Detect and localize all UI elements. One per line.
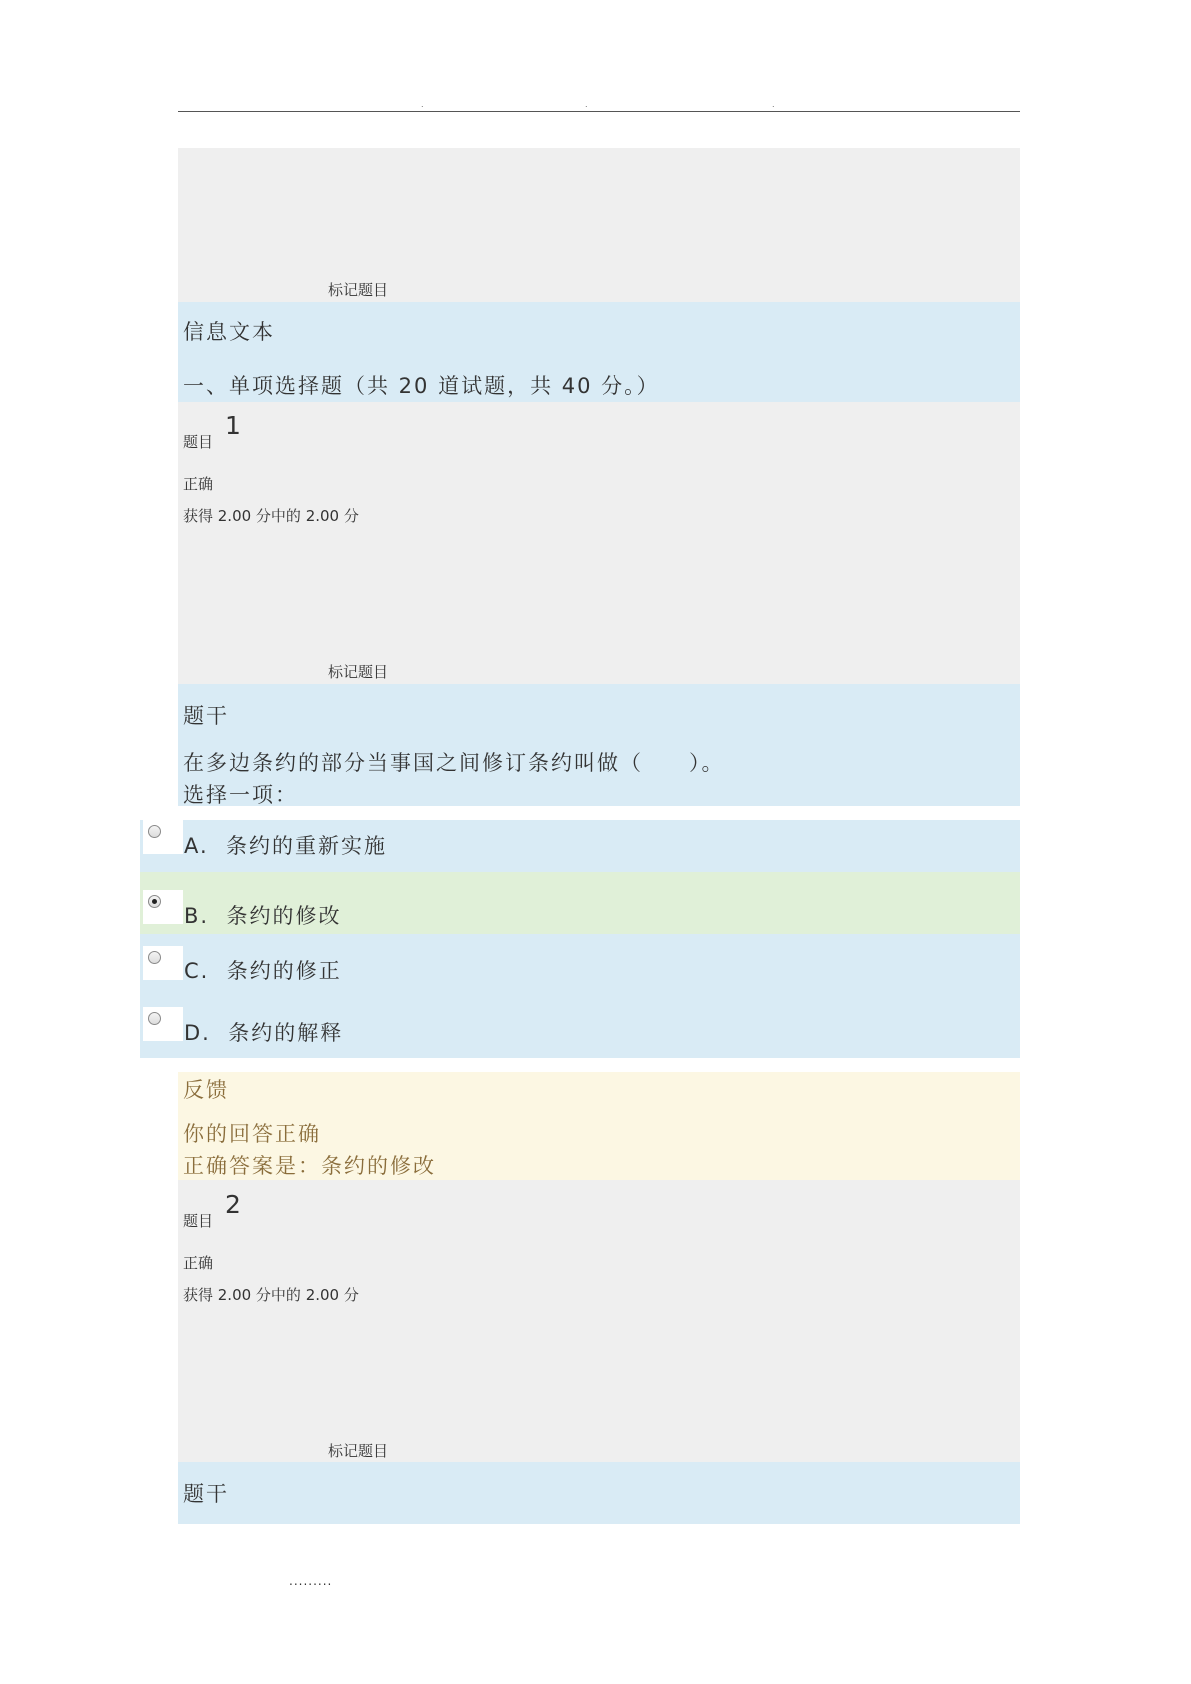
question-1-info-panel — [178, 402, 1020, 684]
section-heading: 一、单项选择题（共 20 道试题，共 40 分。） — [183, 374, 660, 398]
question-2-number: 2 — [225, 1190, 241, 1219]
option-d-radio-box — [143, 1007, 183, 1041]
option-c-radio-box — [143, 946, 183, 980]
option-b-radio[interactable] — [148, 895, 161, 908]
option-a-text: 条约的重新实施 — [226, 834, 388, 858]
option-d-text: 条约的解释 — [228, 1021, 344, 1045]
question-2-score: 获得 2.00 分中的 2.00 分 — [183, 1286, 359, 1304]
info-header-panel — [178, 148, 1020, 302]
flag-question-link-info[interactable]: 标记题目 — [328, 281, 389, 299]
question-1-status: 正确 — [183, 475, 214, 493]
option-d-letter: D. — [184, 1021, 211, 1045]
question-1-stem-text: 在多边条约的部分当事国之间修订条约叫做（ ）。 — [183, 751, 725, 775]
option-c-radio[interactable] — [148, 951, 161, 964]
header-dot-1: . — [421, 100, 424, 109]
option-c-text: 条约的修正 — [226, 959, 342, 983]
header-dot-3: . — [772, 100, 775, 109]
option-a-radio-box — [143, 820, 183, 854]
option-a-radio[interactable] — [148, 825, 161, 838]
flag-question-link-1[interactable]: 标记题目 — [328, 663, 389, 681]
option-c-letter: C. — [184, 959, 210, 983]
feedback-result: 你的回答正确 — [183, 1122, 321, 1146]
option-b-radio-box — [143, 890, 183, 924]
info-title: 信息文本 — [183, 320, 275, 344]
feedback-title: 反馈 — [183, 1078, 229, 1102]
question-2-stem-label: 题干 — [183, 1482, 229, 1506]
option-b-letter: B. — [184, 904, 210, 928]
header-rule — [178, 111, 1020, 112]
option-d-radio[interactable] — [148, 1012, 161, 1025]
question-1-label: 题目 — [183, 433, 214, 451]
question-1-number: 1 — [225, 411, 241, 440]
feedback-answer: 正确答案是：条约的修改 — [183, 1154, 436, 1178]
question-2-status: 正确 — [183, 1254, 214, 1272]
flag-question-link-2[interactable]: 标记题目 — [328, 1442, 389, 1460]
question-2-stem-panel — [178, 1462, 1020, 1524]
question-2-info-panel — [178, 1180, 1020, 1462]
option-b-text: 条约的修改 — [226, 904, 342, 928]
question-1-prompt: 选择一项： — [183, 783, 298, 807]
question-1-stem-panel — [178, 684, 1020, 806]
question-2-label: 题目 — [183, 1212, 214, 1230]
question-1-stem-label: 题干 — [183, 704, 229, 728]
header-dot-2: . — [585, 100, 588, 109]
question-1-score: 获得 2.00 分中的 2.00 分 — [183, 507, 359, 525]
footer-dots: ......... — [289, 1574, 333, 1588]
option-a-letter: A. — [184, 834, 209, 858]
